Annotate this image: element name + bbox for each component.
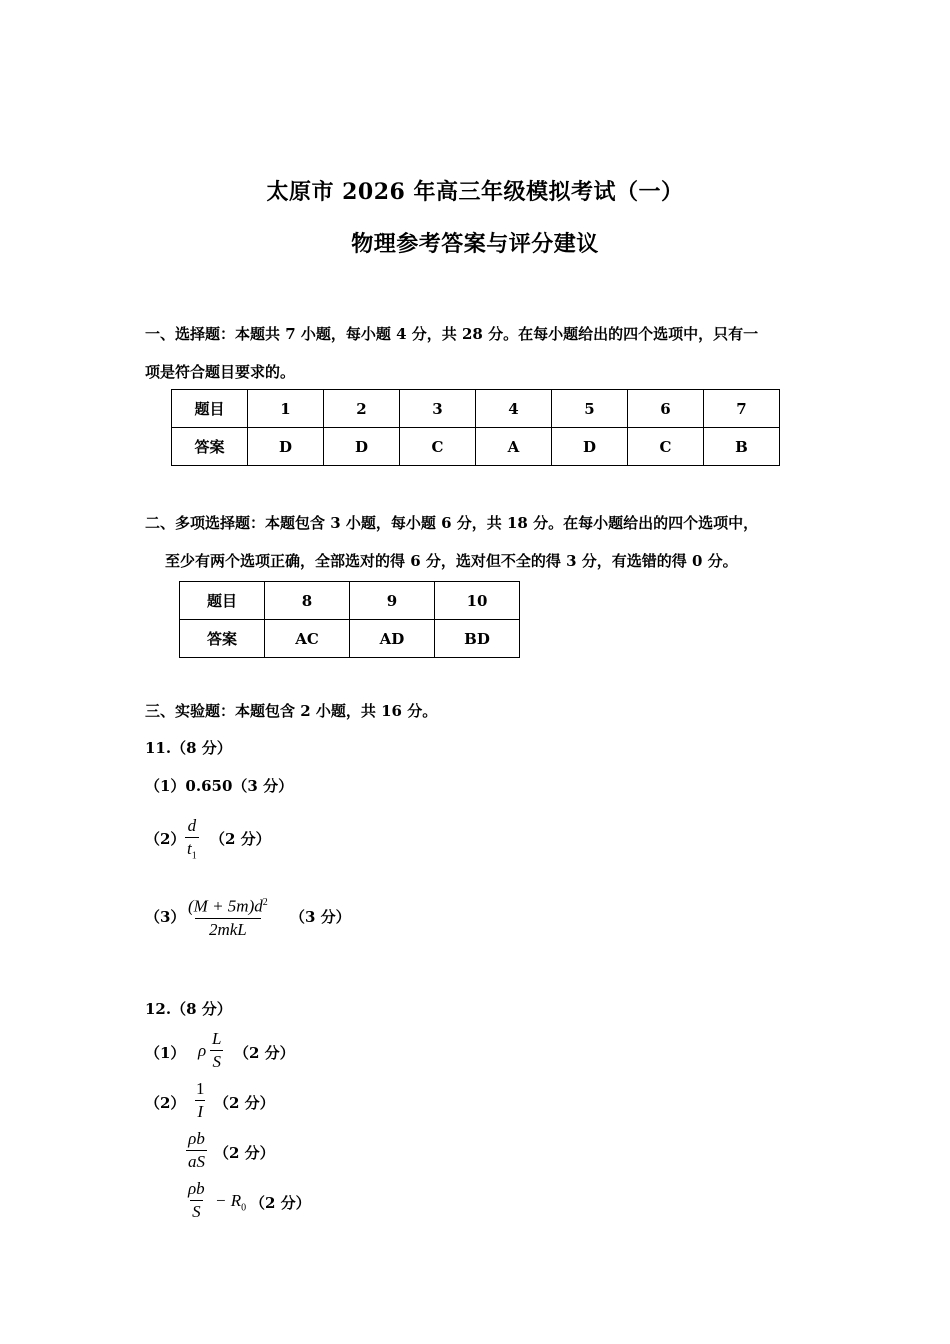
q11-part1: （1）0.650（3 分）: [145, 777, 294, 795]
fraction-denominator: I: [197, 1102, 204, 1121]
question-number: 6: [628, 390, 704, 428]
q12-part4-score: （2 分）: [250, 1194, 311, 1212]
q11-part2-formula: [185, 815, 199, 867]
question-number: 2: [324, 390, 400, 428]
q12-part2-score: （2 分）: [214, 1094, 275, 1112]
fraction-numerator: 1: [196, 1079, 205, 1098]
question-number: 9: [350, 582, 435, 620]
table-row-answers: [172, 428, 780, 466]
question-number: 7: [704, 390, 780, 428]
q12-part1-formula: [210, 1028, 223, 1073]
answer-cell: D: [324, 428, 400, 466]
q11-part3-formula: [186, 892, 270, 941]
q12-part1-score: （2 分）: [234, 1044, 295, 1062]
answer-cell: C: [400, 428, 476, 466]
q12-heading: 12.（8 分）: [145, 1000, 232, 1018]
answer-cell: B: [704, 428, 780, 466]
row-label-question: 题目: [180, 582, 265, 620]
q11-heading: 11.（8 分）: [145, 739, 232, 757]
table-row-answers: [180, 620, 520, 658]
table-row-questions: [172, 390, 780, 428]
q12-part2-formula: [194, 1078, 207, 1123]
fraction-denominator: $t_1$: [185, 837, 199, 867]
question-number: 3: [400, 390, 476, 428]
q11-part2-score: （2 分）: [210, 830, 271, 848]
fraction-numerator: ρb: [188, 1179, 205, 1198]
q11-part2-label: （2）: [145, 830, 186, 848]
fraction-numerator: d: [187, 816, 197, 835]
question-number: 5: [552, 390, 628, 428]
fraction-denominator: aS: [188, 1152, 205, 1171]
answer-cell: D: [248, 428, 324, 466]
question-number: 1: [248, 390, 324, 428]
answer-cell: AC: [265, 620, 350, 658]
document-subtitle: 物理参考答案与评分建议: [351, 231, 599, 257]
answer-cell: A: [476, 428, 552, 466]
fraction-numerator: ρb: [188, 1129, 205, 1148]
question-number: 4: [476, 390, 552, 428]
fraction-denominator: S: [192, 1202, 201, 1221]
section1-intro-line2: 项是符合题目要求的。: [145, 363, 296, 381]
q12-part1-label: （1）: [145, 1044, 186, 1062]
section2-intro-line2: 至少有两个选项正确，全部选对的得 6 分，选对但不全的得 3 分，有选错的得 0 分。: [165, 552, 738, 570]
q12-part3-score: （2 分）: [214, 1144, 275, 1162]
question-number: 8: [265, 582, 350, 620]
table-row-questions: [180, 582, 520, 620]
answer-cell: C: [628, 428, 704, 466]
answer-cell: D: [552, 428, 628, 466]
fraction-denominator: 2mkL: [195, 918, 261, 941]
rho-symbol: ρ: [198, 1041, 207, 1060]
section3-intro: 三、实验题：本题包含 2 小题，共 16 分。: [145, 702, 438, 720]
q12-part4-formula: [186, 1178, 207, 1223]
section1-answer-table: [171, 389, 780, 466]
document-title: 太原市 2026 年高三年级模拟考试（一）: [266, 179, 684, 205]
q12-part2-label: （2）: [145, 1094, 186, 1112]
answer-cell: AD: [350, 620, 435, 658]
section1-intro-line1: 一、选择题：本题共 7 小题，每小题 4 分，共 28 分。在每小题给出的四个选项中，只有一: [145, 325, 759, 343]
fraction-numerator: L: [212, 1029, 222, 1048]
fraction-numerator: $(M + 5m)d^2$: [188, 896, 268, 916]
q11-part3-score: （3 分）: [290, 908, 351, 926]
row-label-answer: 答案: [172, 428, 248, 466]
q12-part3-formula: [186, 1128, 207, 1173]
section2-intro-line1: 二、多项选择题：本题包含 3 小题，每小题 6 分，共 18 分。在每小题给出的四个选项中，: [145, 514, 759, 532]
q12-part4-suffix: − $R_0$: [215, 1191, 247, 1214]
q11-part3-label: （3）: [145, 908, 186, 926]
section2-answer-table: [179, 581, 520, 658]
answer-cell: BD: [435, 620, 520, 658]
row-label-question: 题目: [172, 390, 248, 428]
row-label-answer: 答案: [180, 620, 265, 658]
fraction-denominator: S: [212, 1052, 221, 1071]
question-number: 10: [435, 582, 520, 620]
